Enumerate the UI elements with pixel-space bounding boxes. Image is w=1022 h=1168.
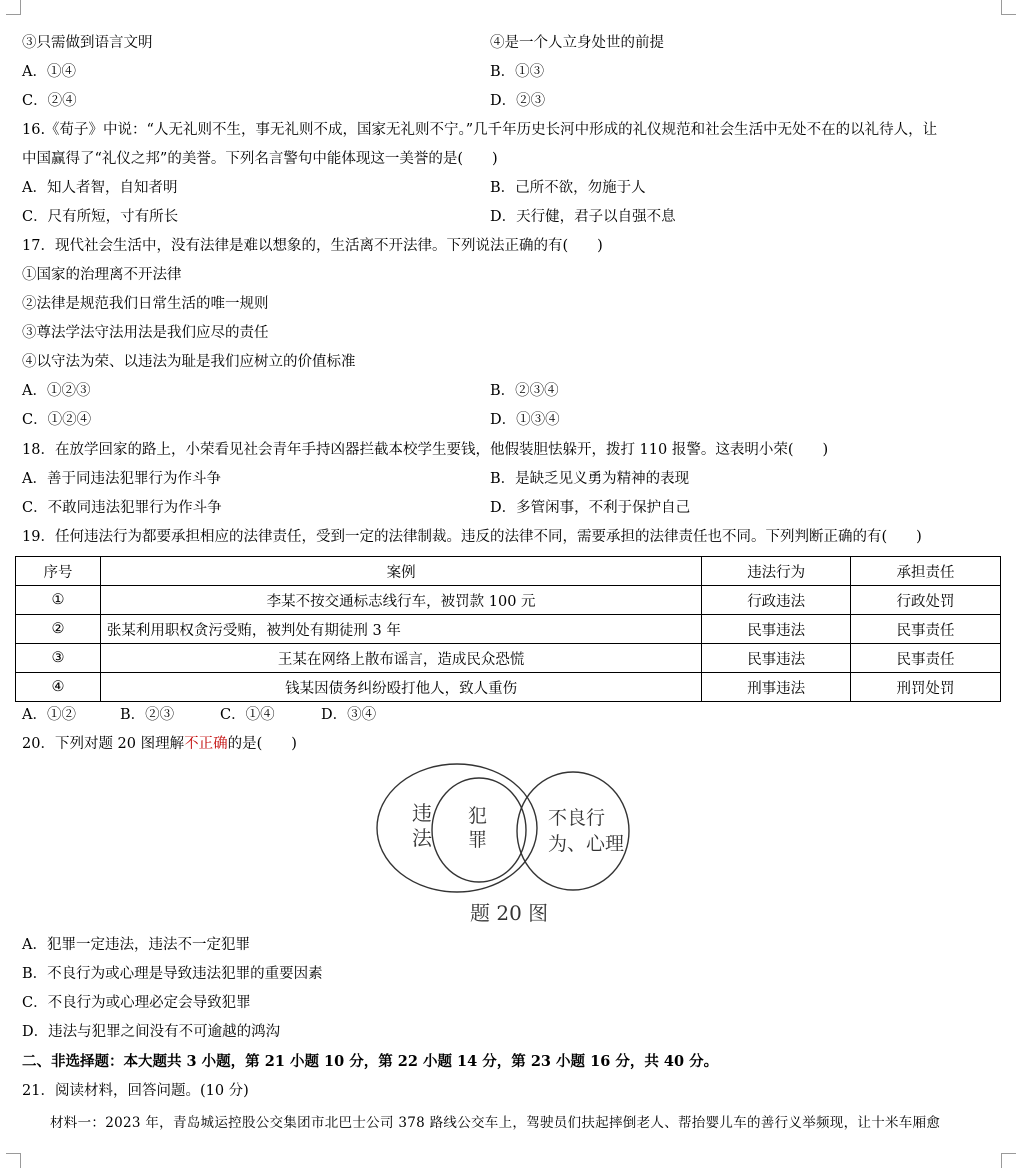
row-index: ② bbox=[16, 615, 101, 644]
q20-venn-figure bbox=[370, 760, 650, 930]
q16-stem-line-2: 中国赢得了“礼仪之邦”的美誉。下列名言警句中能体现这一美誉的是( ) bbox=[22, 151, 498, 167]
row-liability: 民事责任 bbox=[851, 615, 1001, 644]
q20-stem-post: 的是( ) bbox=[227, 736, 297, 752]
q16-option-a: A．知人者智，自知者明 bbox=[22, 180, 178, 196]
inner-label-2: 罪 bbox=[468, 829, 488, 851]
header-index: 序号 bbox=[16, 557, 101, 586]
q18-option-c: C．不敢同违法犯罪行为作斗争 bbox=[22, 500, 222, 516]
q15-option-b: B．①③ bbox=[490, 64, 545, 80]
q19-option-a: A．①② bbox=[22, 707, 76, 723]
outer-label-2: 法 bbox=[412, 826, 432, 850]
q16-stem-line-1: 16.《荀子》中说：“人无礼则不生，事无礼则不成，国家无礼则不宁。”几千年历史长河中形成的礼仪规范和社会生活中无处不在的以礼待人，让 bbox=[22, 122, 938, 138]
q19-stem: 19．任何违法行为都要承担相应的法律责任，受到一定的法律制裁。违反的法律不同，需要承担的法律责任也不同。下列判断正确的有( ) bbox=[22, 529, 922, 545]
q15-option-a: A．①④ bbox=[22, 64, 76, 80]
table-row bbox=[16, 644, 1001, 673]
outer-label-1: 违 bbox=[412, 801, 432, 825]
row-case: 王某在网络上散布谣言，造成民众恐慌 bbox=[100, 644, 701, 673]
q17-option-d: D．①③④ bbox=[490, 412, 560, 428]
row-index: ① bbox=[16, 586, 101, 615]
q21-stem: 21．阅读材料，回答问题。(10 分) bbox=[22, 1083, 249, 1099]
crop-mark-top-right bbox=[1001, 0, 1016, 15]
header-liability: 承担责任 bbox=[851, 557, 1001, 586]
q15-option-d: D．②③ bbox=[490, 93, 546, 109]
q16-option-c: C．尺有所短，寸有所长 bbox=[22, 209, 179, 225]
table-row bbox=[16, 673, 1001, 702]
table-header-row bbox=[16, 557, 1001, 586]
q17-item-1: ①国家的治理离不开法律 bbox=[22, 267, 182, 283]
q20-stem bbox=[22, 734, 297, 754]
q20-option-c: C．不良行为或心理必定会导致犯罪 bbox=[22, 995, 251, 1011]
inner-label-1: 犯 bbox=[468, 805, 488, 827]
right-label-2: 为、心理 bbox=[548, 833, 625, 855]
figure-caption: 题 20 图 bbox=[470, 901, 549, 925]
header-violation: 违法行为 bbox=[702, 557, 851, 586]
q19-option-b: B．②③ bbox=[120, 707, 175, 723]
venn-diagram bbox=[370, 760, 650, 930]
row-violation: 行政违法 bbox=[702, 586, 851, 615]
table-row bbox=[16, 615, 1001, 644]
q19-case-table bbox=[15, 556, 1001, 702]
q18-stem: 18．在放学回家的路上，小荣看见社会青年手持凶器拦截本校学生要钱，他假装胆怯躲开，拨打 110 报警。这表明小荣( ) bbox=[22, 442, 829, 458]
q15-option-c: C．②④ bbox=[22, 93, 77, 109]
row-liability: 行政处罚 bbox=[851, 586, 1001, 615]
bad-behavior-circle bbox=[517, 772, 629, 890]
q19-option-d: D．③④ bbox=[321, 707, 377, 723]
q21-material: 材料一：2023 年，青岛城运控股公交集团市北巴士公司 378 路线公交车上，驾驶员们扶起摔倒老人、帮抬婴儿车的善行义举频现，让十米车厢愈 bbox=[50, 1115, 941, 1131]
q17-item-2: ②法律是规范我们日常生活的唯一规则 bbox=[22, 296, 269, 312]
q17-item-4: ④以守法为荣、以违法为耻是我们应树立的价值标准 bbox=[22, 354, 356, 370]
crop-mark-bottom-left bbox=[6, 1153, 21, 1168]
q20-option-b: B．不良行为或心理是导致违法犯罪的重要因素 bbox=[22, 966, 323, 982]
q20-option-a: A．犯罪一定违法，违法不一定犯罪 bbox=[22, 937, 250, 953]
crop-mark-bottom-right bbox=[1001, 1153, 1016, 1168]
q18-option-d: D．多管闲事，不利于保护自己 bbox=[490, 500, 691, 516]
row-violation: 民事违法 bbox=[702, 615, 851, 644]
q20-option-d: D．违法与犯罪之间没有不可逾越的鸿沟 bbox=[22, 1024, 281, 1040]
q17-option-a: A．①②③ bbox=[22, 383, 91, 399]
right-label-1: 不良行 bbox=[548, 807, 606, 829]
q17-item-3: ③尊法学法守法用法是我们应尽的责任 bbox=[22, 325, 269, 341]
q18-option-b: B．是缺乏见义勇为精神的表现 bbox=[490, 471, 690, 487]
q19-option-c: C．①④ bbox=[220, 707, 275, 723]
q19-options bbox=[22, 705, 376, 725]
q20-stem-pre: 20．下列对题 20 图理解 bbox=[22, 736, 185, 752]
row-liability: 民事责任 bbox=[851, 644, 1001, 673]
row-violation: 刑事违法 bbox=[702, 673, 851, 702]
row-index: ④ bbox=[16, 673, 101, 702]
row-case: 钱某因债务纠纷殴打他人，致人重伤 bbox=[100, 673, 701, 702]
row-case: 张某利用职权贪污受贿，被判处有期徒刑 3 年 bbox=[100, 615, 701, 644]
q15-item-3: ③只需做到语言文明 bbox=[22, 35, 153, 51]
row-liability: 刑罚处罚 bbox=[851, 673, 1001, 702]
table-row bbox=[16, 586, 1001, 615]
q17-option-c: C．①②④ bbox=[22, 412, 92, 428]
q16-option-b: B．己所不欲，勿施于人 bbox=[490, 180, 646, 196]
row-index: ③ bbox=[16, 644, 101, 673]
q20-stem-emphasis: 不正确 bbox=[184, 736, 228, 752]
q15-item-4: ④是一个人立身处世的前提 bbox=[490, 35, 664, 51]
section-2-heading: 二、非选择题：本大题共 3 小题，第 21 小题 10 分，第 22 小题 14 分，第 23 小题 16 分，共 40 分。 bbox=[22, 1053, 719, 1070]
q16-option-d: D．天行健，君子以自强不息 bbox=[490, 209, 676, 225]
crop-mark-top-left bbox=[6, 0, 21, 15]
row-violation: 民事违法 bbox=[702, 644, 851, 673]
q17-stem: 17．现代社会生活中，没有法律是难以想象的，生活离不开法律。下列说法正确的有( ) bbox=[22, 238, 603, 254]
q17-option-b: B．②③④ bbox=[490, 383, 559, 399]
header-case: 案例 bbox=[100, 557, 701, 586]
row-case: 李某不按交通标志线行车，被罚款 100 元 bbox=[100, 586, 701, 615]
q18-option-a: A．善于同违法犯罪行为作斗争 bbox=[22, 471, 221, 487]
